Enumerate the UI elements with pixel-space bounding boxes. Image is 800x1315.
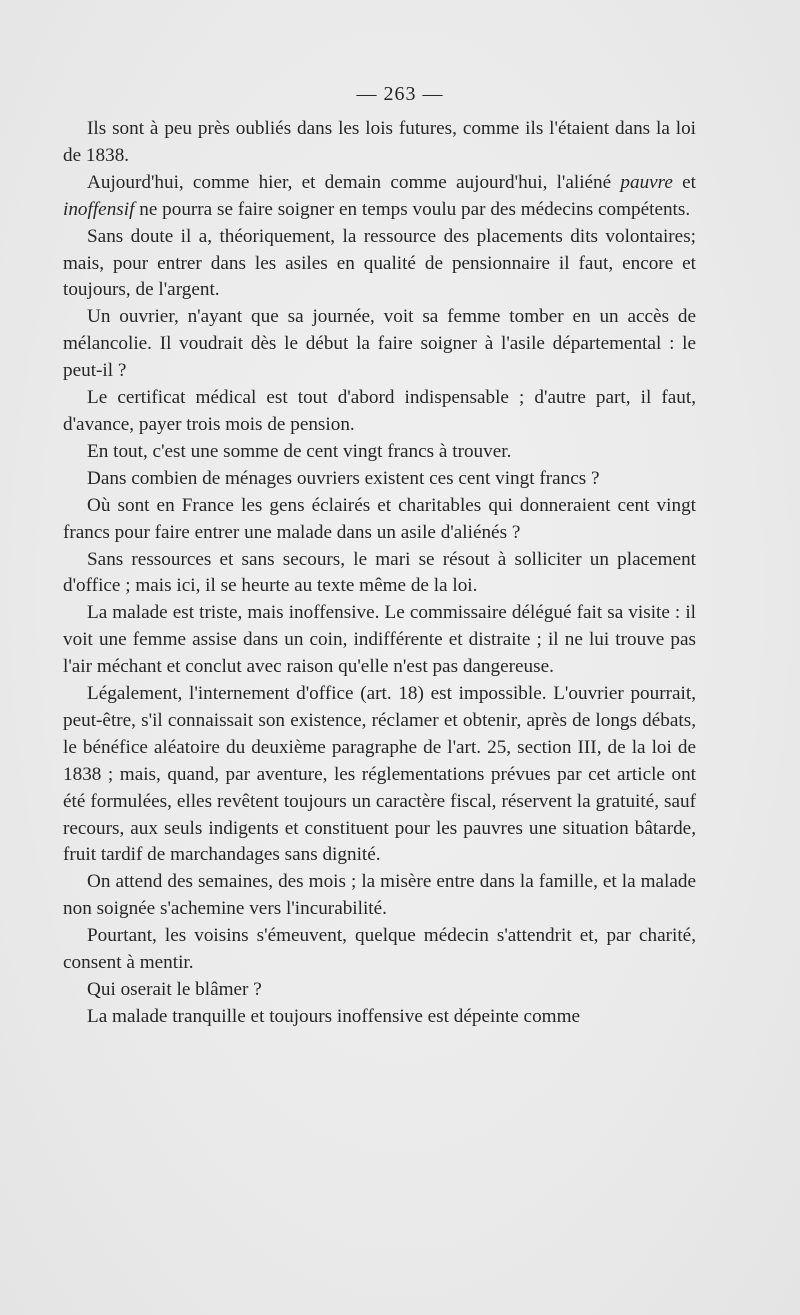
paragraph-text: et: [672, 171, 696, 193]
paragraph: Légalement, l'internement d'office (art. 18) est impossible. L'ouvrier pourrait, peut-être, s'il connaissait son existence, réclamer et obtenir, après de longs débats, le bénéfice aléatoire du deuxième paragraphe de l'art. 25, section III, de la loi de 1838 ; mais, quand, par aventure, les réglementations prévues par cet article ont été formulées, elles revêtent toujours un caractère fiscal, réservent la gratuité, sauf recours, aux seuls indigents et constituent pour les pauvres une situation bâtarde, fruit tardif de marchandages sans dignité.: [63, 683, 696, 866]
paragraph: Où sont en France les gens éclairés et charitables qui donneraient cent vingt francs pour faire entrer une malade dans un asile d'aliénés ?: [63, 494, 696, 543]
paragraph: Qui oserait le blâmer ?: [87, 979, 262, 1000]
paragraph: La malade tranquille et toujours inoffensive est dépeinte comme: [87, 1005, 581, 1027]
paragraph: La malade est triste, mais inoffensive. Le commissaire délégué fait sa visite : il voit une femme assise dans un coin, indifférente et distraite ; il ne lui trouve pas l'air méchant et conclut avec raison qu'elle n'est pas dangereuse.: [63, 602, 696, 678]
paragraph-text: Aujourd'hui, comme hier, et demain comme aujourd'hui, l'aliéné: [87, 171, 621, 193]
paragraph: Dans combien de ménages ouvriers existent ces cent vingt francs ?: [87, 467, 600, 489]
paragraph-text: ne pourra se faire soigner en temps voulu par des médecins compétents.: [134, 198, 691, 220]
paragraph: Un ouvrier, n'ayant que sa journée, voit sa femme tomber en un accès de mélancolie. Il voudrait dès le début la faire soigner à l'asile départemental : le peut-il ?: [63, 306, 696, 382]
paragraph: Le certificat médical est tout d'abord indispensable ; d'autre part, il faut, d'avance, payer trois mois de pension.: [63, 387, 696, 435]
paragraph: Sans doute il a, théoriquement, la ressource des placements dits volontaires; mais, pour entrer dans les asiles en qualité de pensionnaire il faut, encore et toujours, de l'argent.: [63, 225, 696, 301]
page-number: — 263 —: [356, 83, 444, 105]
paragraph: Pourtant, les voisins s'émeuvent, quelque médecin s'attendrit et, par charité, consent à mentir.: [63, 925, 696, 974]
paragraph: On attend des semaines, des mois ; la misère entre dans la famille, et la malade non soignée s'achemine vers l'incurabilité.: [63, 871, 696, 920]
paragraph: Sans ressources et sans secours, le mari se résout à solliciter un placement d'office ; mais ici, il se heurte au texte même de la loi.: [63, 548, 696, 597]
paragraph: [63, 170, 696, 224]
body-text: [63, 116, 696, 1031]
emphasis-pauvre: pauvre: [620, 171, 673, 193]
emphasis-inoffensif: inoffensif: [63, 198, 135, 220]
paragraph: Ils sont à peu près oubliés dans les lois futures, comme ils l'étaient dans la loi de 1838.: [63, 118, 696, 166]
paragraph: En tout, c'est une somme de cent vingt francs à trouver.: [87, 440, 512, 462]
